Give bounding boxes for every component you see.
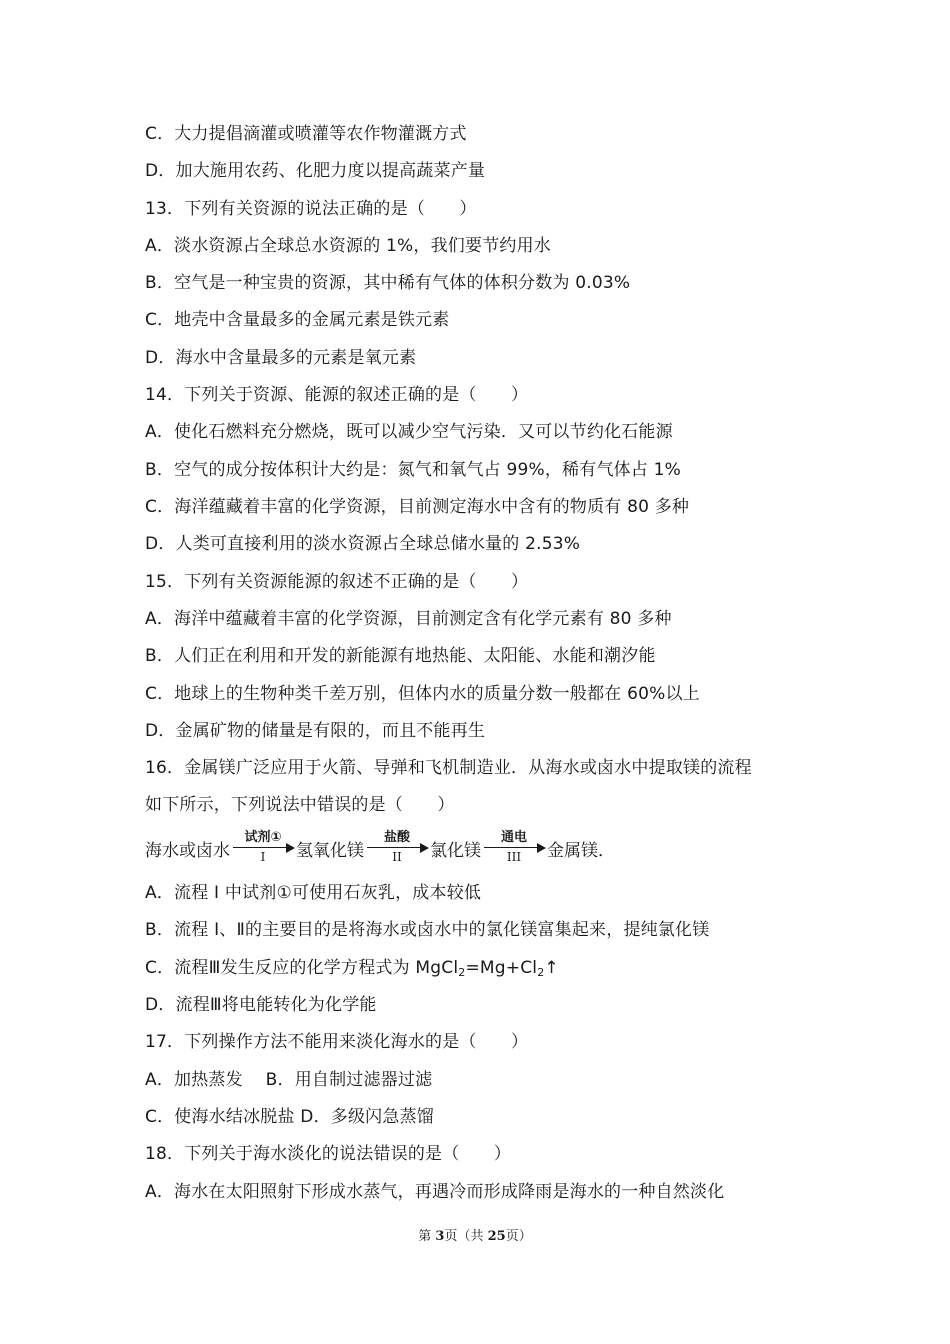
footer-suffix: 页） xyxy=(505,1229,532,1244)
option-16c-mid: =Mg+Cl xyxy=(465,958,538,978)
flow-arrow-2-step: II xyxy=(392,850,402,864)
question-17: 17．下列操作方法不能用来淡化海水的是（ ） xyxy=(145,1032,529,1052)
option-12d: D．加大施用农药、化肥力度以提高蔬菜产量 xyxy=(145,161,486,181)
question-14: 14．下列关于资源、能源的叙述正确的是（ ） xyxy=(145,385,529,405)
option-14b: B．空气的成分按体积计大约是：氮气和氧气占 99%，稀有气体占 1% xyxy=(145,460,682,480)
flow-arrow-2-reagent: 盐酸 xyxy=(383,830,410,845)
option-14c: C．海洋蕴藏着丰富的化学资源，目前测定海水中含有的物质有 80 多种 xyxy=(145,497,690,517)
flow-arrow-2 xyxy=(365,830,429,866)
page-footer xyxy=(0,1228,950,1246)
footer-middle: 页（共 xyxy=(444,1229,488,1244)
question-13: 13．下列有关资源的说法正确的是（ ） xyxy=(145,199,477,219)
flow-arrow-1-reagent: 试剂① xyxy=(244,830,282,845)
question-18: 18．下列关于海水淡化的说法错误的是（ ） xyxy=(145,1144,512,1164)
arrow-shaft xyxy=(233,847,289,848)
option-13c: C．地壳中含量最多的金属元素是铁元素 xyxy=(145,310,450,330)
option-14a: A．使化石燃料充分燃烧，既可以减少空气污染．又可以节约化石能源 xyxy=(145,422,673,442)
flow-mid-2: 氯化镁 xyxy=(430,840,481,861)
option-16c-prefix: C．流程Ⅲ发生反应的化学方程式为 MgCl xyxy=(145,958,459,978)
option-13b: B．空气是一种宝贵的资源，其中稀有气体的体积分数为 0.03% xyxy=(145,273,631,293)
flow-arrow-1 xyxy=(231,830,295,866)
option-14d: D．人类可直接利用的淡水资源占全球总储水量的 2.53% xyxy=(145,534,581,554)
magnesium-flow-diagram xyxy=(145,830,615,866)
flow-end: 金属镁． xyxy=(547,840,615,861)
arrow-shaft xyxy=(484,847,540,848)
flow-start: 海水或卤水 xyxy=(145,840,230,861)
question-16-cont: 如下所示，下列说法中错误的是（ ） xyxy=(145,795,455,815)
option-15d: D．金属矿物的储量是有限的，而且不能再生 xyxy=(145,721,486,741)
footer-total-pages: 25 xyxy=(487,1229,506,1244)
option-18a: A．海水在太阳照射下形成水蒸气，再遇冷而形成降雨是海水的一种自然淡化 xyxy=(145,1182,725,1202)
option-12c: C．大力提倡滴灌或喷灌等农作物灌溉方式 xyxy=(145,124,467,144)
flow-mid-1: 氢氧化镁 xyxy=(296,840,364,861)
option-16b: B．流程 I、Ⅱ的主要目的是将海水或卤水中的氯化镁富集起来，提纯氯化镁 xyxy=(145,920,710,940)
flow-arrow-3-reagent: 通电 xyxy=(500,830,527,845)
arrow-shaft xyxy=(367,847,423,848)
question-16: 16．金属镁广泛应用于火箭、导弹和飞机制造业．从海水或卤水中提取镁的流程 xyxy=(145,758,752,778)
flow-arrow-3-step: III xyxy=(506,850,522,864)
option-17cd: C．使海水结冰脱盐 D．多级闪急蒸馏 xyxy=(145,1107,434,1127)
flow-arrow-3 xyxy=(482,830,546,866)
question-15: 15．下列有关资源能源的叙述不正确的是（ ） xyxy=(145,572,529,592)
subscript: 2 xyxy=(537,966,545,979)
gas-arrow-icon: ↑ xyxy=(544,958,559,978)
option-13d: D．海水中含量最多的元素是氧元素 xyxy=(145,348,417,368)
option-16c xyxy=(145,956,559,980)
option-16a: A．流程 I 中试剂①可使用石灰乳，成本较低 xyxy=(145,883,482,903)
option-16d: D．流程Ⅲ将电能转化为化学能 xyxy=(145,995,377,1015)
footer-page-number: 3 xyxy=(435,1229,445,1244)
option-15b: B．人们正在利用和开发的新能源有地热能、太阳能、水能和潮汐能 xyxy=(145,646,656,666)
flow-arrow-1-step: I xyxy=(260,850,266,864)
subscript: 2 xyxy=(458,966,466,979)
option-15a: A．海洋中蕴藏着丰富的化学资源，目前测定含有化学元素有 80 多种 xyxy=(145,609,672,629)
option-15c: C．地球上的生物种类千差万别，但体内水的质量分数一般都在 60%以上 xyxy=(145,684,700,704)
option-17ab: A．加热蒸发 B．用自制过滤器过滤 xyxy=(145,1070,433,1090)
footer-prefix: 第 xyxy=(418,1229,436,1244)
option-13a: A．淡水资源占全球总水资源的 1%，我们要节约用水 xyxy=(145,236,552,256)
